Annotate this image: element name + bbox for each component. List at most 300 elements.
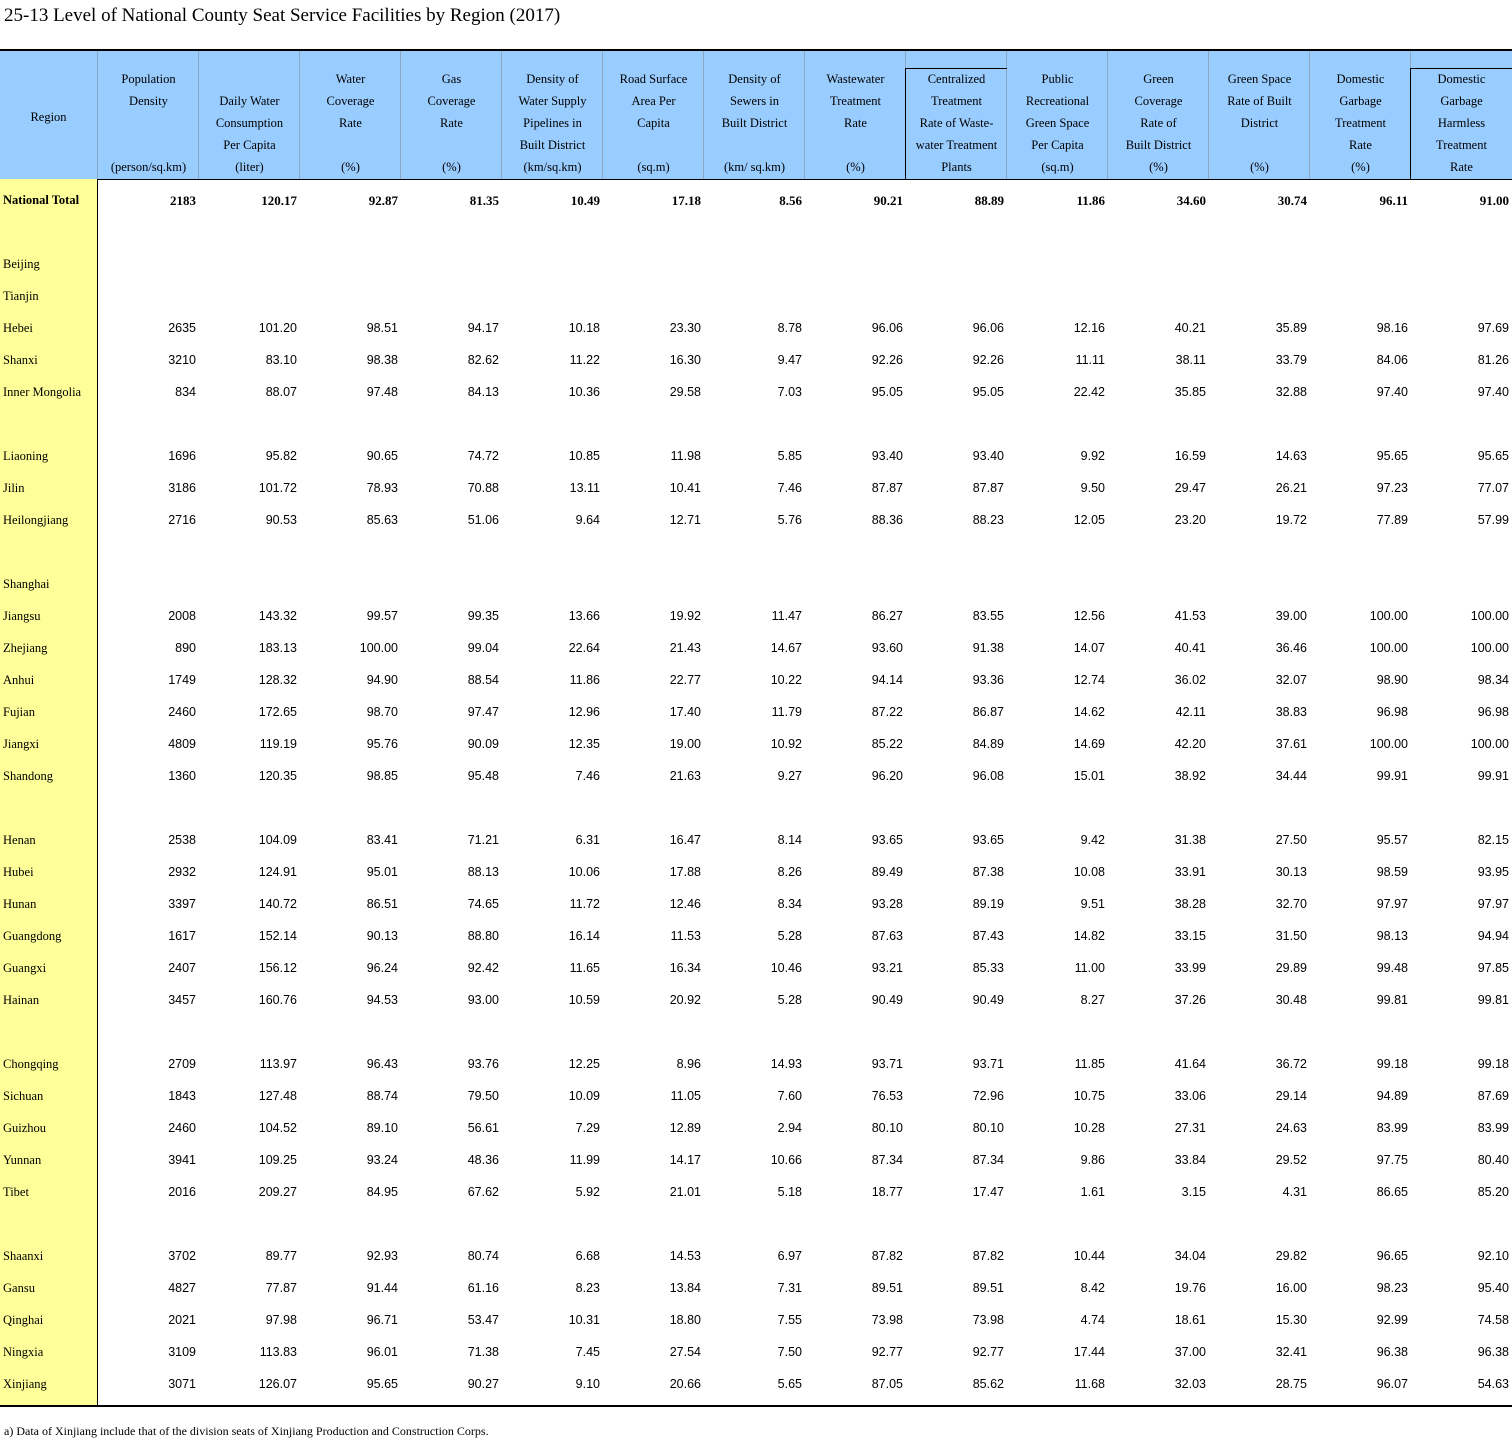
table-cell: 88.36 [871, 513, 903, 527]
table-cell: 96.65 [1376, 1249, 1408, 1263]
table-cell: 37.61 [1275, 737, 1307, 751]
table-cell: 1617 [168, 929, 196, 943]
table-cell: 10.36 [568, 385, 600, 399]
header-label-line: Density of [526, 72, 579, 86]
header-label-line: Rate of [1140, 116, 1177, 130]
row-region-label: Ningxia [3, 1345, 44, 1359]
table-cell: 7.60 [777, 1089, 802, 1103]
table-cell: 28.75 [1275, 1377, 1307, 1391]
header-col-1-unit: (person/sq.km) [110, 160, 187, 174]
header-label-line: Water [335, 72, 366, 86]
table-cell: 2021 [168, 1313, 196, 1327]
table-cell: 4809 [168, 737, 196, 751]
table-cell: 89.77 [265, 1249, 297, 1263]
table-cell: 19.92 [669, 609, 701, 623]
table-cell: 95.40 [1477, 1281, 1509, 1295]
table-cell: 27.54 [669, 1345, 701, 1359]
header-col-7-unit: (km/ sq.km) [723, 160, 786, 174]
table-cell: 10.44 [1073, 1249, 1105, 1263]
header-col-1 [98, 51, 199, 179]
table-cell: 33.79 [1275, 353, 1307, 367]
table-cell: 113.97 [259, 1057, 297, 1071]
table-cell: 12.56 [1073, 609, 1105, 623]
header-col-2 [199, 51, 300, 179]
table-cell: 8.27 [1080, 993, 1105, 1007]
table-cell: 99.91 [1477, 769, 1509, 783]
header-col-11-label [1108, 68, 1209, 156]
table-cell: 2635 [168, 321, 196, 335]
table-cell: 12.46 [669, 897, 701, 911]
table-row [0, 761, 1512, 793]
header-col-8-label [805, 68, 906, 134]
row-region-label: Shanxi [3, 353, 38, 367]
table-row [0, 377, 1512, 409]
table-cell: 96.20 [871, 769, 903, 783]
table-cell: 5.18 [777, 1185, 802, 1199]
table-cell: 90.09 [467, 737, 499, 751]
table-cell: 30.74 [1277, 193, 1307, 208]
table-cell: 78.93 [366, 481, 398, 495]
table-cell: 11.85 [1074, 1057, 1105, 1071]
table-cell: 10.85 [568, 449, 600, 463]
table-cell: 98.34 [1477, 673, 1509, 687]
table-cell: 89.49 [871, 865, 903, 879]
table-cell: 93.21 [871, 961, 903, 975]
table-cell: 96.71 [366, 1313, 398, 1327]
table-cell: 93.95 [1477, 865, 1509, 879]
table-cell: 7.03 [777, 385, 802, 399]
header-col-11-unit: (%) [1149, 160, 1168, 174]
table-cell: 10.06 [568, 865, 600, 879]
table-row [0, 1049, 1512, 1081]
table-cell: 88.07 [265, 385, 297, 399]
table-cell: 11.99 [569, 1153, 600, 1167]
table-cell: 96.01 [366, 1345, 398, 1359]
table-cell: 89.10 [366, 1121, 398, 1135]
table-cell: 93.65 [871, 833, 903, 847]
table-cell: 86.51 [366, 897, 398, 911]
table-cell: 48.36 [467, 1153, 499, 1167]
table-cell: 2932 [168, 865, 196, 879]
table-cell: 2183 [170, 193, 196, 208]
table-cell: 22.64 [568, 641, 600, 655]
header-col-5 [502, 51, 603, 179]
table-cell: 23.20 [1174, 513, 1206, 527]
table-cell: 90.21 [873, 193, 903, 208]
header-col-6 [603, 51, 704, 179]
header-label-line: Centralized [927, 72, 986, 86]
table-cell: 3702 [168, 1249, 196, 1263]
header-label-line: Coverage [326, 94, 375, 108]
row-region-label: Sichuan [3, 1089, 44, 1103]
table-cell: 16.14 [568, 929, 600, 943]
table-row [0, 953, 1512, 985]
table-cell: 7.55 [777, 1313, 802, 1327]
row-region-label: National Total [3, 193, 80, 207]
row-region-label: Fujian [3, 705, 35, 719]
table-cell: 76.53 [871, 1089, 903, 1103]
table-cell: 5.85 [777, 449, 802, 463]
table-cell: 100.00 [1369, 641, 1408, 655]
table-cell: 14.93 [770, 1057, 802, 1071]
table-cell: 16.34 [669, 961, 701, 975]
page-title: 25-13 Level of National County Seat Service Facilities by Region (2017) [4, 5, 561, 26]
table-cell: 9.51 [1080, 897, 1105, 911]
table-cell: 4.74 [1080, 1313, 1105, 1327]
table-cell: 124.91 [258, 865, 297, 879]
header-label-line: Treatment [1436, 138, 1487, 152]
table-cell: 8.42 [1080, 1281, 1105, 1295]
row-region-label: Heilongjiang [3, 513, 69, 527]
header-label-line: Density [129, 94, 168, 108]
header-label-line: Per Capita [1031, 138, 1084, 152]
table-row [0, 281, 1512, 313]
table-cell: 95.48 [467, 769, 499, 783]
table-cell: 84.06 [1376, 353, 1408, 367]
table-cell: 29.47 [1174, 481, 1206, 495]
table-cell: 119.19 [259, 737, 297, 751]
header-cell-border [1410, 68, 1512, 179]
table-cell: 88.54 [467, 673, 499, 687]
table-row [0, 857, 1512, 889]
table-cell: 156.12 [258, 961, 297, 975]
row-region-label: Inner Mongolia [3, 385, 82, 399]
table-cell: 4.31 [1282, 1185, 1307, 1199]
table-row [0, 1177, 1512, 1209]
table-cell: 21.63 [669, 769, 701, 783]
table-row [0, 473, 1512, 505]
table-cell: 87.87 [972, 481, 1004, 495]
table-row [0, 1305, 1512, 1337]
header-col-4 [401, 51, 502, 179]
header-label-line: Road Surface [619, 72, 688, 86]
header-divider [1208, 51, 1209, 179]
table-cell: 89.51 [871, 1281, 903, 1295]
table-cell: 95.82 [265, 449, 297, 463]
header-col-9-unit: Plants [941, 160, 972, 174]
table-cell: 32.07 [1275, 673, 1307, 687]
header-label-line: District [1240, 116, 1279, 130]
table-cell: 19.00 [669, 737, 701, 751]
header-col-5-label [502, 68, 603, 156]
table-cell: 86.27 [871, 609, 903, 623]
table-cell: 14.69 [1073, 737, 1105, 751]
table-cell: 4827 [168, 1281, 196, 1295]
table-cell: 5.92 [575, 1185, 600, 1199]
table-cell: 12.96 [568, 705, 600, 719]
table-cell: 143.32 [258, 609, 297, 623]
table-cell: 6.31 [575, 833, 600, 847]
header-label-line: Domestic [1437, 72, 1486, 86]
table-cell: 7.50 [777, 1345, 802, 1359]
table-cell: 96.43 [366, 1057, 398, 1071]
table-cell: 13.66 [568, 609, 600, 623]
table-cell: 37.00 [1174, 1345, 1206, 1359]
table-cell: 84.95 [366, 1185, 398, 1199]
table-cell: 12.74 [1073, 673, 1105, 687]
header-col-12-unit: (%) [1250, 160, 1269, 174]
table-cell: 51.06 [467, 513, 499, 527]
table-cell: 97.48 [366, 385, 398, 399]
table-row [0, 601, 1512, 633]
table-cell: 94.94 [1477, 929, 1509, 943]
table-cell: 19.72 [1275, 513, 1307, 527]
table-cell: 11.86 [569, 673, 600, 687]
table-cell: 93.24 [366, 1153, 398, 1167]
table-cell: 88.89 [974, 193, 1004, 208]
table-cell: 21.43 [669, 641, 701, 655]
table-cell: 74.72 [467, 449, 499, 463]
table-cell: 88.80 [467, 929, 499, 943]
table-cell: 34.60 [1176, 193, 1206, 208]
table-cell: 2407 [168, 961, 196, 975]
table-cell: 5.65 [777, 1377, 802, 1391]
header-divider [97, 51, 98, 179]
table-cell: 33.06 [1174, 1089, 1206, 1103]
table-cell: 95.57 [1376, 833, 1408, 847]
table-cell: 2460 [168, 705, 196, 719]
table-cell: 5.28 [777, 993, 802, 1007]
table-cell: 10.22 [770, 673, 802, 687]
table-cell: 2016 [168, 1185, 196, 1199]
table-cell: 12.71 [669, 513, 701, 527]
table-cell: 9.64 [575, 513, 600, 527]
table-cell: 83.41 [366, 833, 398, 847]
table-cell: 10.28 [1073, 1121, 1105, 1135]
header-label-line: Consumption [215, 116, 284, 130]
header-region [0, 51, 97, 179]
header-col-7-label [704, 68, 805, 134]
table-cell: 91.44 [366, 1281, 398, 1295]
table-cell: 29.89 [1275, 961, 1307, 975]
table-cell: 85.63 [366, 513, 398, 527]
header-col-13-unit: (%) [1351, 160, 1370, 174]
table-row [0, 569, 1512, 601]
table-cell: 90.13 [366, 929, 398, 943]
table-cell: 3397 [168, 897, 196, 911]
table-cell: 92.99 [1376, 1313, 1408, 1327]
table-cell: 94.53 [366, 993, 398, 1007]
table-cell: 95.65 [366, 1377, 398, 1391]
header-label-line: Built District [519, 138, 586, 152]
table-cell: 80.10 [871, 1121, 903, 1135]
table-cell: 98.16 [1376, 321, 1408, 335]
header-label-line: Garbage [1339, 94, 1382, 108]
row-region-label: Jilin [3, 481, 25, 495]
table-cell: 93.71 [972, 1057, 1004, 1071]
table-cell: 38.83 [1275, 705, 1307, 719]
header-label-line: Capita [637, 116, 670, 130]
header-divider [703, 51, 704, 179]
table-cell: 15.01 [1073, 769, 1105, 783]
table-cell: 97.23 [1376, 481, 1408, 495]
table-cell: 77.89 [1376, 513, 1408, 527]
table-cell: 8.78 [777, 321, 802, 335]
row-region-label: Chongqing [3, 1057, 59, 1071]
table-cell: 12.35 [568, 737, 600, 751]
table-cell: 34.44 [1275, 769, 1307, 783]
header-label-line: Sewers in [730, 94, 779, 108]
table-cell: 22.77 [669, 673, 701, 687]
table-cell: 14.63 [1275, 449, 1307, 463]
table-cell: 93.00 [467, 993, 499, 1007]
table-cell: 152.14 [258, 929, 297, 943]
table-cell: 17.47 [972, 1185, 1004, 1199]
table-cell: 14.82 [1073, 929, 1105, 943]
table-cell: 99.81 [1477, 993, 1509, 1007]
table-cell: 93.40 [972, 449, 1004, 463]
table-cell: 92.26 [871, 353, 903, 367]
table-cell: 17.44 [1073, 1345, 1105, 1359]
header-col-10-label [1007, 68, 1108, 156]
table-cell: 30.13 [1275, 865, 1307, 879]
table-cell: 71.21 [467, 833, 499, 847]
table-cell: 97.47 [467, 705, 499, 719]
table-cell: 17.18 [671, 193, 701, 208]
table-cell: 87.34 [972, 1153, 1004, 1167]
table-cell: 7.29 [575, 1121, 600, 1135]
table-cell: 96.06 [871, 321, 903, 335]
table-cell: 2.94 [777, 1121, 802, 1135]
table-cell: 20.92 [669, 993, 701, 1007]
table-cell: 97.98 [265, 1313, 297, 1327]
table-cell: 11.72 [569, 897, 600, 911]
table-cell: 42.11 [1175, 705, 1206, 719]
header-label-line: Public [1041, 72, 1074, 86]
table-cell: 88.13 [467, 865, 499, 879]
table-cell: 16.30 [669, 353, 701, 367]
table-cell: 96.98 [1376, 705, 1408, 719]
table-row-total [0, 185, 1512, 217]
table-cell: 97.75 [1376, 1153, 1408, 1167]
header-col-10-unit: (sq.m) [1041, 160, 1074, 174]
header-label-line: Recreational [1025, 94, 1090, 108]
table-cell: 87.87 [871, 481, 903, 495]
table-cell: 3109 [168, 1345, 196, 1359]
table-cell: 32.41 [1275, 1345, 1307, 1359]
table-cell: 34.04 [1174, 1249, 1206, 1263]
header-col-4-label [401, 68, 502, 134]
table-cell: 83.55 [972, 609, 1004, 623]
table-cell: 9.10 [575, 1377, 600, 1391]
header-col-12-label [1209, 68, 1310, 134]
header-label-line: Daily Water [219, 94, 280, 108]
table-cell: 9.27 [777, 769, 802, 783]
table-cell: 98.59 [1376, 865, 1408, 879]
table-cell: 85.33 [972, 961, 1004, 975]
header-col-6-label [603, 68, 704, 134]
table-cell: 10.09 [568, 1089, 600, 1103]
table-cell: 77.87 [265, 1281, 297, 1295]
table-row [0, 1113, 1512, 1145]
table-cell: 87.05 [871, 1377, 903, 1391]
header-label-line: Rate [339, 116, 362, 130]
table-cell: 3941 [168, 1153, 196, 1167]
table-row [0, 313, 1512, 345]
table-cell: 1843 [168, 1089, 196, 1103]
table-cell: 120.35 [258, 769, 297, 783]
footnote: a) Data of Xinjiang include that of the division seats of Xinjiang Production and Construction Corps. [4, 1424, 489, 1438]
row-region-label: Guizhou [3, 1121, 47, 1135]
table-cell: 73.98 [871, 1313, 903, 1327]
row-region-label: Shaanxi [3, 1249, 44, 1263]
table-cell: 12.05 [1073, 513, 1105, 527]
table-cell: 23.30 [669, 321, 701, 335]
table-cell: 29.82 [1275, 1249, 1307, 1263]
table-cell: 183.13 [258, 641, 297, 655]
header-label-line: Green Space [1025, 116, 1090, 130]
header-label-line: Rate [1349, 138, 1372, 152]
table-cell: 31.50 [1275, 929, 1307, 943]
table-cell: 11.79 [771, 705, 802, 719]
table-cell: 11.53 [670, 929, 701, 943]
table-cell: 104.09 [258, 833, 297, 847]
table-row [0, 1081, 1512, 1113]
table-cell: 94.90 [366, 673, 398, 687]
row-region-label: Hubei [3, 865, 34, 879]
table-cell: 87.63 [871, 929, 903, 943]
table-cell: 10.08 [1073, 865, 1105, 879]
header-col-1-label [98, 68, 199, 112]
table-cell: 22.42 [1073, 385, 1105, 399]
table-cell: 98.85 [366, 769, 398, 783]
table-row [0, 1145, 1512, 1177]
table-cell: 172.65 [258, 705, 297, 719]
table-cell: 39.00 [1275, 609, 1307, 623]
header-label-line: Built District [721, 116, 788, 130]
table-cell: 73.98 [972, 1313, 1004, 1327]
table-cell: 9.86 [1080, 1153, 1105, 1167]
table-cell: 83.10 [265, 353, 297, 367]
table-cell: 70.88 [467, 481, 499, 495]
table-cell: 16.47 [669, 833, 701, 847]
table-cell: 5.76 [777, 513, 802, 527]
table-cell: 93.76 [467, 1057, 499, 1071]
table-cell: 80.10 [972, 1121, 1004, 1135]
table-cell: 1360 [168, 769, 196, 783]
row-region-label: Guangxi [3, 961, 47, 975]
table-cell: 98.70 [366, 705, 398, 719]
table-cell: 8.26 [777, 865, 802, 879]
header-label-line: Domestic [1336, 72, 1385, 86]
table-cell: 9.47 [777, 353, 802, 367]
table-row [0, 505, 1512, 537]
table-cell: 104.52 [258, 1121, 297, 1135]
header-col-3 [300, 51, 401, 179]
table-cell: 87.34 [871, 1153, 903, 1167]
table-cell: 94.17 [467, 321, 499, 335]
table-cell: 87.82 [972, 1249, 1004, 1263]
table-row [0, 1369, 1512, 1401]
table-cell: 31.38 [1174, 833, 1206, 847]
table-cell: 16.00 [1275, 1281, 1307, 1295]
table-cell: 13.11 [569, 481, 600, 495]
header-col-3-unit: (%) [341, 160, 360, 174]
table-cell: 96.06 [972, 321, 1004, 335]
table-cell: 160.76 [258, 993, 297, 1007]
table-cell: 10.59 [568, 993, 600, 1007]
table-cell: 40.21 [1174, 321, 1206, 335]
table-cell: 99.91 [1376, 769, 1408, 783]
table-cell: 100.00 [1470, 737, 1509, 751]
table-cell: 14.17 [669, 1153, 701, 1167]
table-cell: 89.51 [972, 1281, 1004, 1295]
table-row [0, 345, 1512, 377]
table-cell: 77.07 [1477, 481, 1509, 495]
table-cell: 9.50 [1080, 481, 1105, 495]
header-label-line: Rate of Built [1227, 94, 1292, 108]
table-cell: 17.88 [669, 865, 701, 879]
